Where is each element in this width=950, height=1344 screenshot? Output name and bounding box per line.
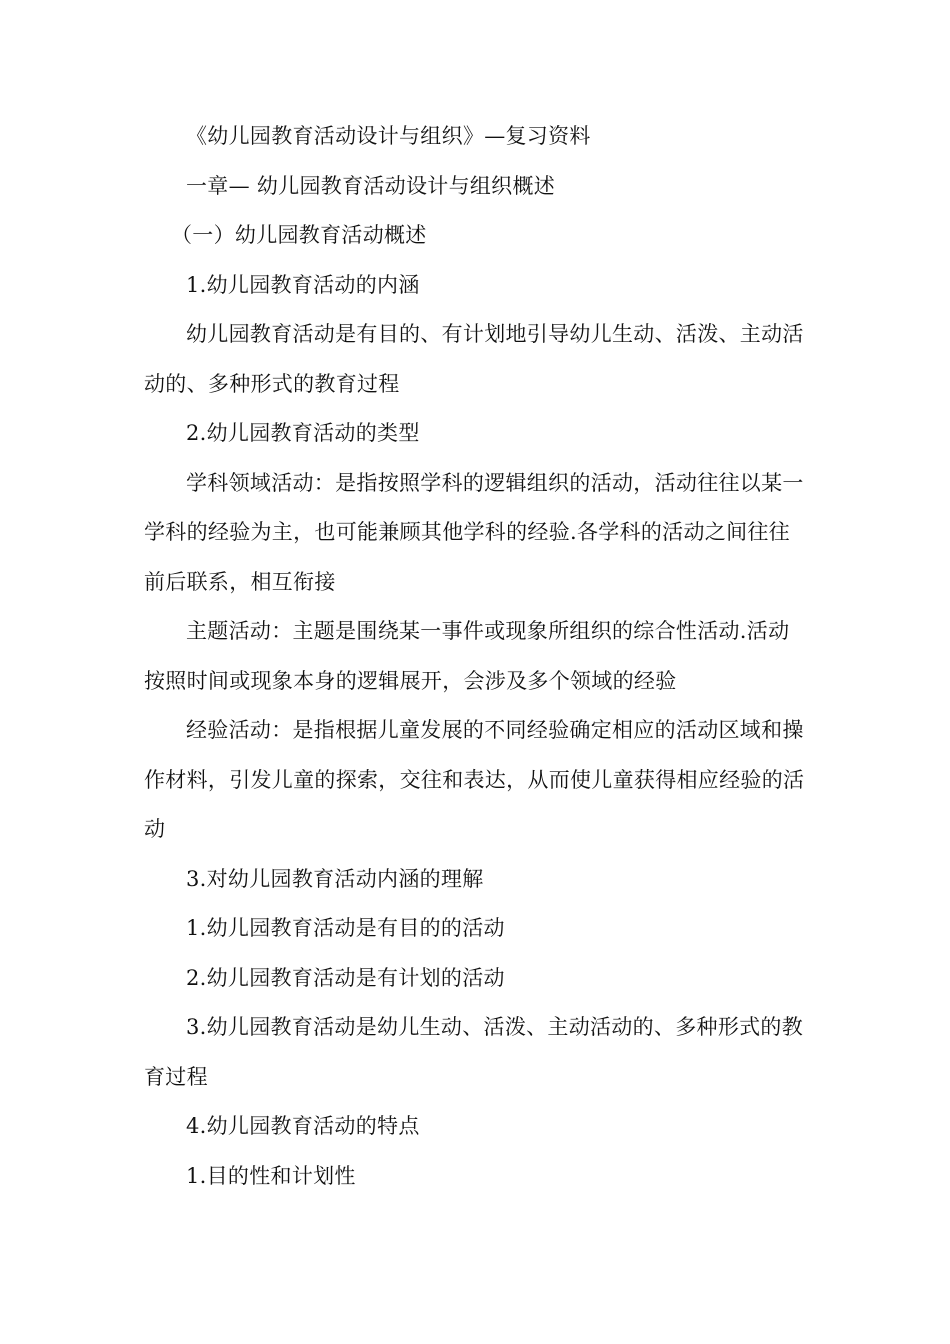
section-heading: （一）幼儿园教育活动概述 xyxy=(171,223,427,247)
paragraph: 幼儿园教育活动是有目的、有计划地引导幼儿生动、活泼、主动活动的、多种形式的教育过程 xyxy=(144,322,804,396)
paragraph: 2.幼儿园教育活动是有计划的活动 xyxy=(186,965,505,990)
paragraph: 经验活动：是指根据儿童发展的不同经验确定相应的活动区域和操作材料，引发儿童的探索，交往和表达，从而使儿童获得相应经验的活动 xyxy=(144,718,805,841)
paragraph: 学科领域活动：是指按照学科的逻辑组织的活动，活动往往以某一学科的经验为主，也可能兼顾其他学科的经验.各学科的活动之间往往前后联系，相互衔接 xyxy=(144,470,804,594)
paragraph: 1.幼儿园教育活动的内涵 xyxy=(186,272,420,297)
paragraph: 4.幼儿园教育活动的特点 xyxy=(186,1114,420,1138)
document-title: 《幼儿园教育活动设计与组织》—复习资料 xyxy=(186,124,591,148)
paragraph: 3.幼儿园教育活动是幼儿生动、活泼、主动活动的、多种形式的教育过程 xyxy=(144,1015,804,1089)
document-body xyxy=(144,112,808,1201)
paragraph: 2.幼儿园教育活动的类型 xyxy=(186,421,420,445)
paragraph: 1.目的性和计划性 xyxy=(186,1163,356,1188)
paragraph: 3.对幼儿园教育活动内涵的理解 xyxy=(186,866,484,891)
paragraph: 1.幼儿园教育活动是有目的的活动 xyxy=(186,916,505,940)
paragraph: 主题活动：主题是围绕某一事件或现象所组织的综合性活动.活动按照时间或现象本身的逻辑展开，会涉及多个领域的经验 xyxy=(144,619,790,693)
chapter-heading: 一章— 幼儿园教育活动设计与组织概述 xyxy=(186,173,556,198)
